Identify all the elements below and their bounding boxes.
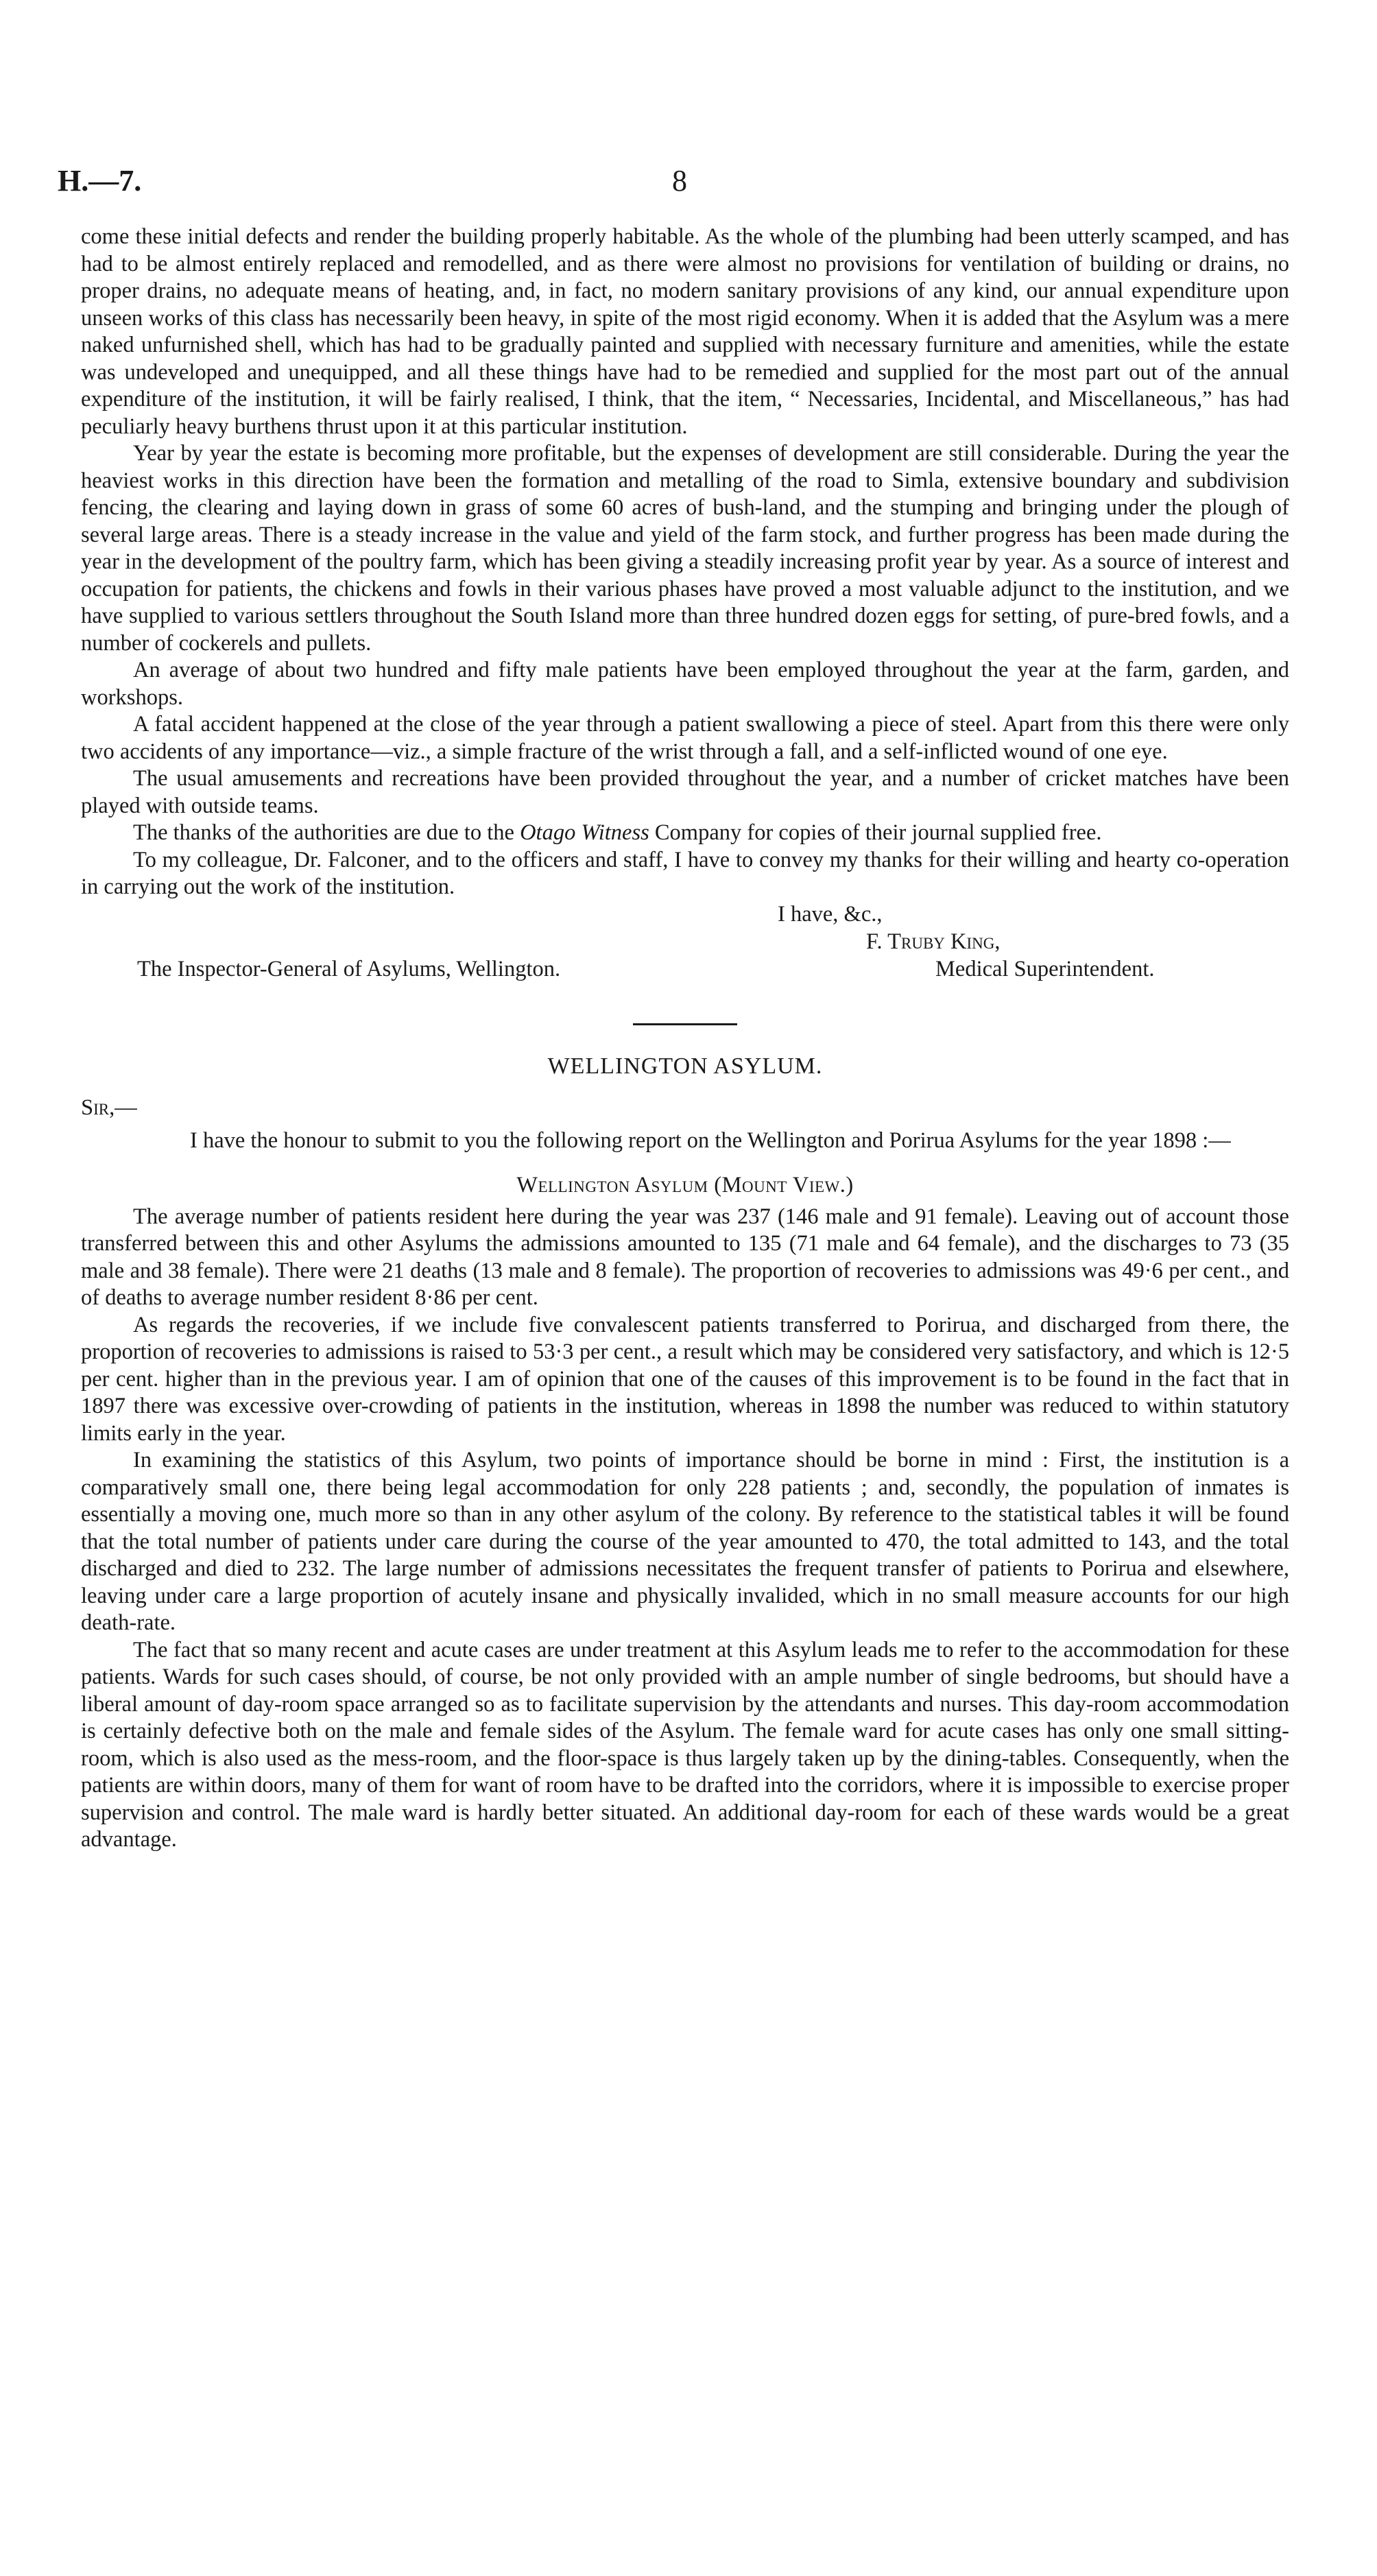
salutation: Sir,— <box>81 1095 137 1120</box>
paragraph-accidents: A fatal accident happened at the close of the year through a patient swallowing a piece of steel. Apart from this there were only two accidents of any importance—viz., a simple fracture of the wrist through a fall, and a self-inflicted wound of one eye. <box>81 712 1289 764</box>
section-intro: I have the honour to submit to you the following report on the Wellington and Porirua Asylums for the year 1898 :— <box>190 1128 1231 1153</box>
section-divider <box>633 1023 737 1025</box>
thanks-text-after: Company for copies of their journal supplied free. <box>649 820 1102 845</box>
closing-phrase: I have, &c., <box>778 901 883 927</box>
signer-title: Medical Superintendent. <box>935 956 1155 981</box>
paragraph-thanks <box>81 820 1289 847</box>
paragraph-continuation: come these initial defects and render the building properly habitable. As the whole of the plumbing had been utterly scamped, and has had to be almost entirely replaced and remodelled, and as there were almost no provisions for ventilation of building or drains, no proper drains, no adequate means of heating, and, in fact, no modern sanitary provisions of any kind, our annual expenditure upon unseen works of this class has necessarily been heavy, in spite of the most rigid economy. When it is added that the Asylum was a mere naked unfurnished shell, which has had to be gradually painted and supplied with necessary furniture and amenities, while the estate was undeveloped and unequipped, and all these things have had to be remedied and supplied for the most part out of the annual expenditure of the institution, it will be fairly realised, I think, that the item, “ Necessaries, Incidental, and Miscellaneous,” has had peculiarly heavy burthens thrust upon it at this particular institution. <box>81 224 1289 439</box>
paragraph-statistics: The average number of patients resident here during the year was 237 (146 male and 91 female). Leaving out of account those transferred between this and other Asylums the admissions amounted to 135 (71 male and 64 female), and the discharges to 73 (35 male and 38 female). There were 21 deaths (13 male and 8 female). The proportion of recoveries to admissions was 49·6 per cent., and of deaths to average number resident 8·86 per cent. <box>81 1204 1289 1310</box>
page-header <box>0 163 1377 204</box>
signature: F. Truby King, <box>866 929 1001 954</box>
subheading: Wellington Asylum (Mount View.) <box>516 1173 854 1197</box>
report-body <box>81 224 1289 1854</box>
letter-closing <box>81 901 1289 983</box>
document-id: H.—7. <box>58 164 142 198</box>
addressee: The Inspector-General of Asylums, Wellington. <box>137 956 561 981</box>
paragraph-accommodation: The fact that so many recent and acute cases are under treatment at this Asylum leads me to refer to the accommodation for these patients. Wards for such cases should, of course, be not only provided with an ample number of single bedrooms, but should have a liberal amount of day-room space arranged so as to facilitate supervision by the attendants and nurses. This day-room accommodation is certainly defective both on the male and female sides of the Asylum. The female ward for acute cases has only one small sitting-room, which is also used as the mess-room, and the floor-space is thus largely taken up by the dining-tables. Consequently, when the patients are within doors, many of them for want of room have to be drafted into the corridors, where it is impossible to exercise proper supervision and control. The male ward is hardly better situated. An additional day-room for each of these wards would be a great advantage. <box>81 1637 1289 1852</box>
paragraph-amusements: The usual amusements and recreations have been provided throughout the year, and a number of cricket matches have been played with outside teams. <box>81 766 1289 818</box>
paragraph-recoveries: As regards the recoveries, if we include five convalescent patients transferred to Porirua, and discharged from there, the proportion of recoveries to admissions is raised to 53·3 per cent., a result which may be considered very satisfactory, and which is 12·5 per cent. higher than in the previous year. I am of opinion that one of the causes of this improvement is to be found in the fact that in 1897 there was excessive over-crowding of patients in the institution, whereas in 1898 the number was reduced to within statutory limits early in the year. <box>81 1312 1289 1446</box>
paragraph-colleague: To my colleague, Dr. Falconer, and to the officers and staff, I have to convey my thanks for their willing and hearty co-operation in carrying out the work of the institution. <box>81 847 1289 899</box>
section-title: WELLINGTON ASYLUM. <box>547 1053 823 1079</box>
journal-name: Otago Witness <box>520 820 649 845</box>
paragraph-examining: In examining the statistics of this Asylum, two points of importance should be borne in mind : First, the institution is a comparatively small one, there being legal accommodation for only 228 patients ; and, secondly, the population of inmates is essentially a moving one, much more so than in any other asylum of the colony. By reference to the statistical tables it will be found that the total number of patients under care during the course of the year amounted to 470, the total admitted to 143, and the total discharged and died to 232. The large number of admissions necessitates the frequent transfer of patients to Porirua and elsewhere, leaving under care a large proportion of acutely insane and physically invalided, which in no small measure accounts for our high death-rate. <box>81 1448 1289 1635</box>
page-number: 8 <box>672 164 687 198</box>
thanks-text-before: The thanks of the authorities are due to the <box>133 820 520 845</box>
paragraph-employment: An average of about two hundred and fifty male patients have been employed throughout the year at the farm, garden, and workshops. <box>81 658 1289 710</box>
paragraph-estate: Year by year the estate is becoming more profitable, but the expenses of development are still considerable. During the year the heaviest works in this direction have been the formation and metalling of the road to Simla, extensive boundary and subdivision fencing, the clearing and laying down in grass of some 60 acres of bush-land, and the stumping and bringing under the plough of several large areas. There is a steady increase in the value and yield of the farm stock, and further progress has been made during the year in the development of the poultry farm, which has been giving a steadily increasing profit year by year. As a source of interest and occupation for patients, the chickens and fowls in their various phases have proved a most valuable adjunct to the institution, and we have supplied to various settlers throughout the South Island more than three hundred dozen eggs for setting, of pure-bred fowls, and a number of cockerels and pullets. <box>81 441 1289 656</box>
